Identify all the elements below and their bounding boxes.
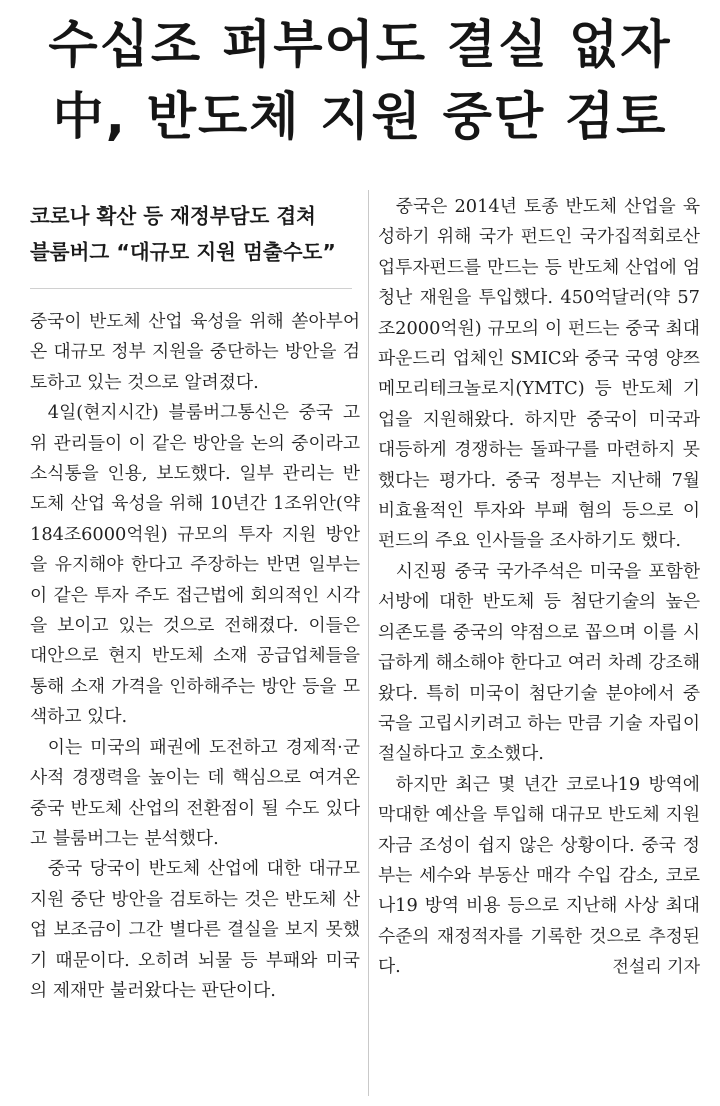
subheadline — [30, 198, 360, 270]
paragraph: 이는 미국의 패권에 도전하고 경제적·군사적 경쟁력을 높이는 데 핵심으로 여겨온 중국 반도체 산업의 전환점이 될 수도 있다고 블룸버그는 분석했다. — [30, 736, 360, 849]
paragraph: 4일(현지시간) 블룸버그통신은 중국 고위 관리들이 이 같은 방안을 논의 중이라고 소식통을 인용, 보도했다. 일부 관리는 반도체 산업 육성을 위해 10년간 1조위안(약 184조6000억원) 규모의 투자 지원 방안을 유지해야 한다고 주장하는 반면 일부는 이 같은 투자 주도 접근법에 회의적인 시각을 보이고 있는 것으로 전해졌다. 이들은 대안으로 현지 반도체 소재 공급업체들을 통해 소재 가격을 인하해주는 방안 등을 모색하고 있다. — [30, 402, 360, 728]
paragraph: 시진핑 중국 국가주석은 미국을 포함한 서방에 대한 반도체 등 첨단기술의 높은 의존도를 중국의 약점으로 꼽으며 이를 시급하게 해소해야 한다고 여러 차례 강조해왔다. 특히 미국이 첨단기술 분야에서 중국을 고립시키려고 하는 만큼 기술 자립이 절실하다고 호소했다. — [378, 560, 700, 765]
column-divider — [368, 190, 369, 1096]
headline-line-1: 수십조 퍼부어도 결실 없자 — [48, 16, 672, 75]
paragraph: 중국 당국이 반도체 산업에 대한 대규모 지원 중단 방안을 검토하는 것은 반도체 산업 보조금이 그간 별다른 결실을 보지 못했기 때문이다. 오히려 뇌물 등 부패와 미국의 제재만 불러왔다는 판단이다. — [30, 858, 360, 1001]
paragraph-with-byline — [378, 770, 700, 983]
column-left — [30, 198, 360, 1006]
subheadline-line-2: 블룸버그 “대규모 지원 멈출수도” — [30, 240, 336, 264]
headline-line-2: 中, 반도체 지원 중단 검토 — [52, 88, 668, 147]
headline — [0, 10, 720, 154]
byline: 전설리 기자 — [612, 957, 700, 978]
subheadline-line-1: 코로나 확산 등 재정부담도 겹쳐 — [30, 204, 316, 228]
paragraph: 중국은 2014년 토종 반도체 산업을 육성하기 위해 국가 펀드인 국가집적회로산업투자펀드를 만드는 등 반도체 산업에 엄청난 재원을 투입했다. 450억달러(약 57조2000억원) 규모의 이 펀드는 중국 최대 파운드리 업체인 SMIC와 중국 국영 양쯔메모리테크놀로지(YMTC) 등 반도체 기업을 지원해왔다. 하지만 중국이 미국과 대등하게 경쟁하는 돌파구를 마련하지 못했다는 평가다. 중국 정부는 지난해 7월 비효율적인 투자와 부패 혐의 등으로 이 펀드의 주요 인사들을 조사하기도 했다. — [378, 196, 700, 552]
column-right — [378, 192, 700, 983]
paragraph: 중국이 반도체 산업 육성을 위해 쏟아부어 온 대규모 정부 지원을 중단하는 방안을 검토하고 있는 것으로 알려졌다. — [30, 311, 360, 393]
paragraph-text: 하지만 최근 몇 년간 코로나19 방역에 막대한 예산을 투입해 대규모 반도체 지원 자금 조성이 쉽지 않은 상황이다. 중국 정부는 세수와 부동산 매각 수입 감소, 코로나19 방역 비용 등으로 지난해 사상 최대 수준의 재정적자를 기록한 것으로 추정된다. — [378, 773, 700, 978]
subheadline-rule — [30, 288, 352, 289]
